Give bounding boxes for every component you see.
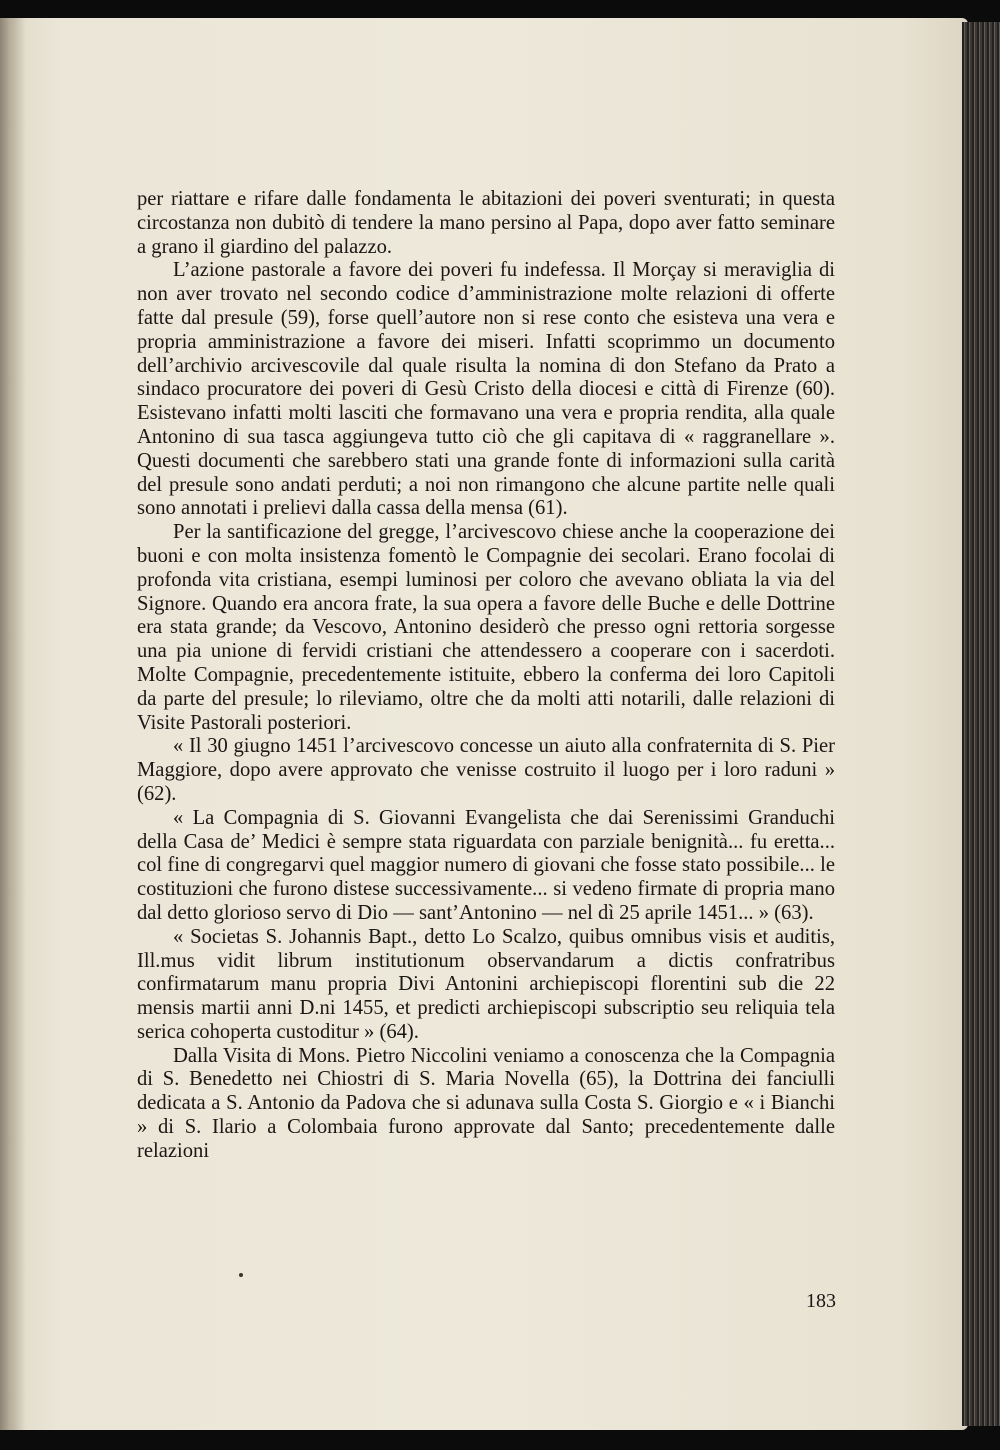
spine-shadow bbox=[0, 18, 26, 1430]
page-number: 183 bbox=[806, 1290, 836, 1312]
paragraph-continued: per riattare e rifare dalle fondamenta le abitazioni dei poveri sventurati; in questa circostanza non dubitò di tendere la mano persino al Papa, dopo aver fatto seminare a grano il giardino del palazzo. bbox=[137, 188, 835, 258]
paragraph: Per la santificazione del gregge, l’arcivescovo chiese anche la cooperazione dei buoni e con molta insistenza fomentò le Compagnie dei secolari. Erano focolai di profonda vita cristiana, esempi luminosi per coloro che avevano obliata la via del Signore. Quando era ancora frate, la sua opera a favore delle Buche e delle Dottrine era stata grande; da Vescovo, Antonino desiderò che presso ogni rettoria sorgesse una pia unione di fervidi cristiani che attendessero a cooperare con i sacerdoti. Molte Compagnie, precedentemente istituite, ebbero la conferma dei loro Capitoli da parte del presule; lo rileviamo, oltre che da molti atti notarili, dalle relazioni di Visite Pastorali posteriori. bbox=[137, 521, 835, 734]
page-edges bbox=[962, 22, 1000, 1426]
ink-speck bbox=[239, 1273, 243, 1277]
quotation-paragraph: « Il 30 giugno 1451 l’arcivescovo concesse un aiuto alla confraternita di S. Pier Maggiore, dopo avere approvato che venisse costruito il luogo per i loro raduni » (62). bbox=[137, 735, 835, 805]
quotation-paragraph: « La Compagnia di S. Giovanni Evangelista che dai Serenissimi Granduchi della Casa de’ Medici è sempre stata riguardata con parziale benignità... fu eretta... col fine di congregarvi quel maggior numero di giovani che fosse stato possibile... le costituzioni che furono distese successivamente... si vedeno firmate di propria mano dal detto glorioso servo di Dio — sant’Antonino — nel dì 25 aprile 1451... » (63). bbox=[137, 806, 835, 924]
body-text bbox=[137, 188, 835, 1164]
paragraph: Dalla Visita di Mons. Pietro Niccolini veniamo a conoscenza che la Compagnia di S. Benedetto nei Chiostri di S. Maria Novella (65), la Dottrina dei fanciulli dedicata a S. Antonio da Padova che si adunava sulla Costa S. Giorgio e « i Bianchi » di S. Ilario a Colombaia furono approvate dal Santo; precedentemente dalle relazioni bbox=[137, 1044, 835, 1162]
paragraph: L’azione pastorale a favore dei poveri fu indefessa. Il Morçay si meraviglia di non aver trovato nel secondo codice d’amministrazione molte relazioni di offerte fatte dal presule (59), forse quell’autore non si rese conto che esisteva una vera e propria amministrazione a favore dei miseri. Infatti scoprimmo un documento dell’archivio arcivescovile dal quale risulta la nomina di don Stefano da Prato a sindaco procuratore dei poveri di Gesù Cristo della diocesi e città di Firenze (60). Esistevano infatti molti lasciti che formavano una vera e propria rendita, alla quale Antonino di sua tasca aggiungeva tutto ciò che gli capitava di « raggranellare ». Questi documenti che sarebbero stati una grande fonte di informazioni sulla carità del presule sono andati perduti; a noi non rimangono che alcune partite nelle quali sono annotati i prelievi dalla cassa della mensa (61). bbox=[137, 259, 835, 520]
quotation-paragraph: « Societas S. Johannis Bapt., detto Lo Scalzo, quibus omnibus visis et auditis, Ill.mus vidit librum institutionum observandarum a dictis confratribus confirmatarum manu propria Divi Antonini archiepiscopi florentini sub die 22 mensis martii anni D.ni 1455, et predicti archiepiscopi subscriptio seu reliquia tela serica cohoperta custoditur » (64). bbox=[137, 925, 835, 1043]
